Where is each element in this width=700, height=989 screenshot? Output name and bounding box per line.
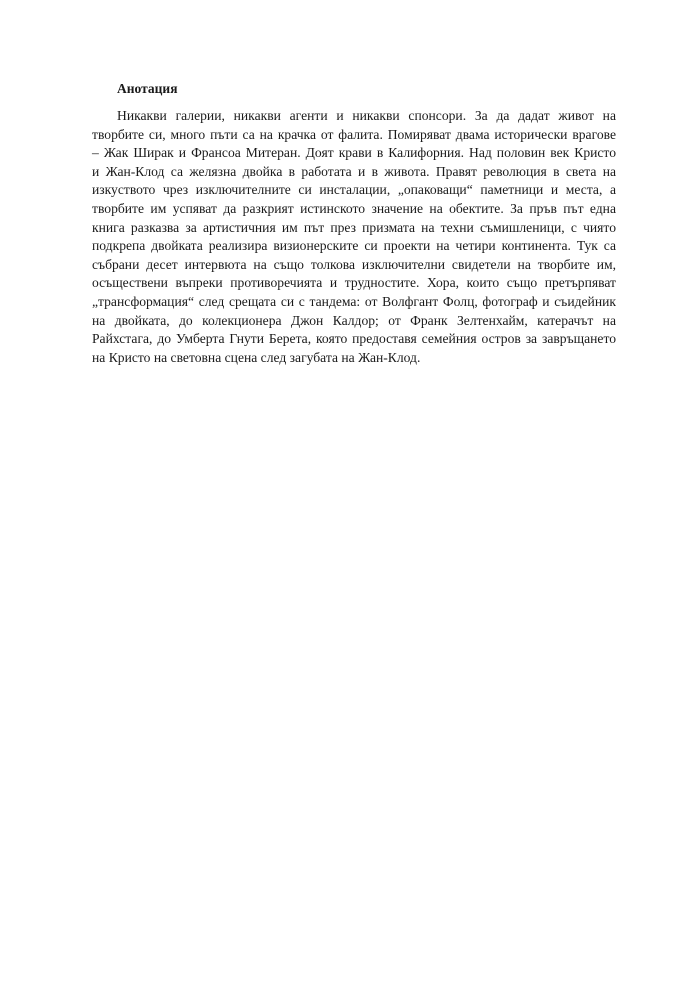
paragraph-line: и Жан-Клод са желязна двойка в работата и в живота. Правят революция в света на (92, 163, 616, 179)
paragraph-line: подкрепа двойката реализира визионерските си проекти на четири континента. Тук са (92, 238, 616, 254)
paragraph-line: Никакви галерии, никакви агенти и никакви спонсори. За да дадат живот на (117, 108, 616, 123)
paragraph-line: творбите си, много пъти са на крачка от фалита. Помиряват двама исторически врагове (92, 126, 616, 142)
paragraph-line: на двойката, до колекционера Джон Калдор; от Франк Зелтенхайм, катерачът на (92, 312, 616, 328)
paragraph-line: изкуството чрез изключителните си инсталации, „опаковащи“ паметници и места, а (92, 182, 616, 198)
annotation-section (92, 80, 616, 367)
section-heading: Анотация (117, 81, 178, 96)
annotation-paragraph (92, 107, 616, 367)
paragraph-line: „трансформация“ след срещата си с тандема: от Волфгант Фолц, фотограф и съидейник (92, 293, 616, 309)
paragraph-line: – Жак Ширак и Франсоа Митеран. Доят крави в Калифорния. Над половин век Кристо (92, 145, 616, 161)
paragraph-line: на Кристо на световна сцена след загубата на Жан-Клод. (92, 349, 421, 365)
paragraph-line: Райхстага, до Умберта Гнути Берета, която предоставя семейния остров за завръщането (92, 331, 616, 347)
paragraph-line: събрани десет интервюта на също толкова изключителни свидетели на творбите им, (92, 256, 616, 272)
paragraph-line: книга разказва за артистичния им път през призмата на техни съмишленици, с чиято (92, 219, 616, 235)
paragraph-line: осъществени въпреки противоречията и трудностите. Хора, които също претърпяват (92, 275, 616, 291)
paragraph-line: творбите им успяват да разкрият истинското значение на обектите. За пръв път една (92, 200, 616, 216)
